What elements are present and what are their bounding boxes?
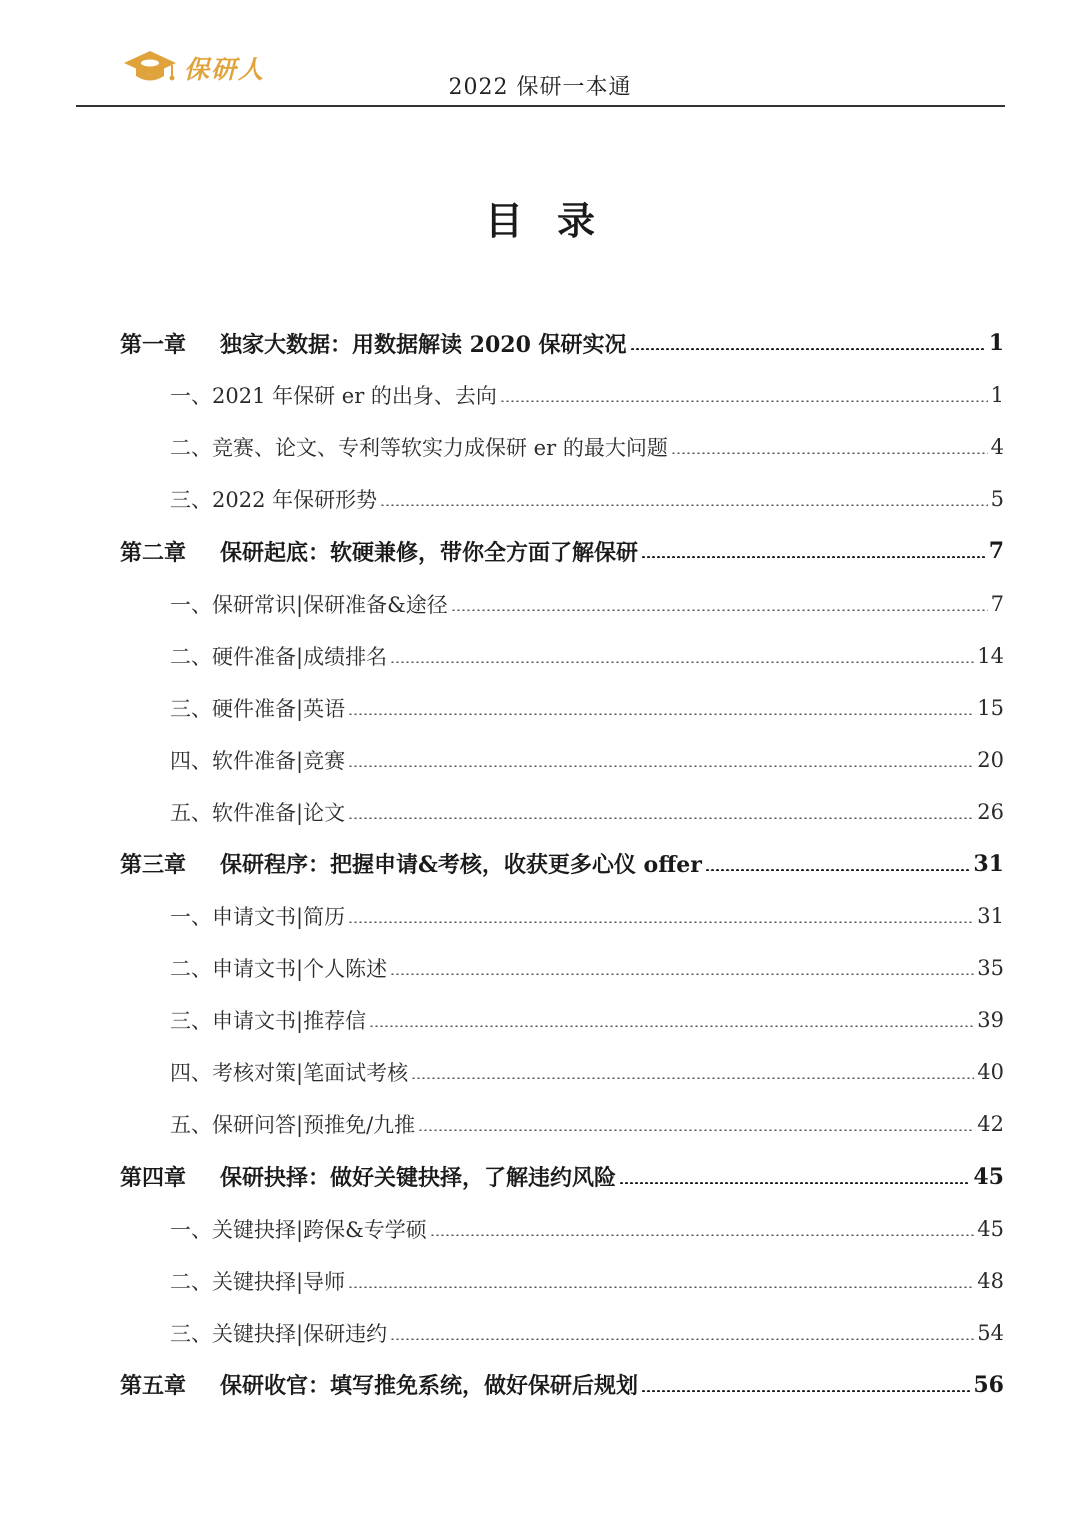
dot-leader: [348, 921, 974, 923]
toc-entry-text: 保研起底：软硬兼修，带你全方面了解保研: [220, 539, 639, 566]
toc-entry-text: 保研收官：填写推免系统，做好保研后规划: [220, 1373, 639, 1400]
toc-entry-label: [170, 380, 497, 410]
toc-entry-text: 一、申请文书|简历: [170, 905, 346, 930]
toc-entry-label: [170, 1005, 366, 1035]
dot-leader: [430, 1234, 974, 1236]
dot-leader: [705, 869, 971, 871]
dot-leader: [348, 713, 974, 715]
page-number: 45: [977, 1216, 1004, 1241]
toc-section-entry[interactable]: [120, 473, 1004, 525]
toc-section-entry[interactable]: [120, 369, 1004, 421]
chapter-number: 第二章: [120, 539, 187, 566]
toc-heading: 目录: [484, 198, 629, 243]
page-number: 26: [977, 799, 1004, 824]
page-number: 40: [977, 1060, 1004, 1085]
dot-leader: [411, 1077, 974, 1079]
page-number: 56: [973, 1371, 1004, 1398]
toc-section-entry[interactable]: [120, 421, 1004, 473]
toc-entry-label: [170, 1214, 427, 1244]
toc-entry-label: [170, 641, 387, 671]
document-title: 2022 保研一本通: [448, 75, 632, 100]
page-number: 7: [990, 591, 1004, 616]
table-of-contents: [120, 317, 1004, 1411]
toc-entry-text: 二、硬件准备|成绩排名: [170, 644, 388, 669]
toc-chapter-entry[interactable]: [120, 1151, 1004, 1203]
toc-entry-label: [120, 328, 627, 359]
page-number: 35: [977, 956, 1004, 981]
toc-entry-text: 四、考核对策|笔面试考核: [170, 1061, 409, 1086]
dot-leader: [348, 1286, 974, 1288]
toc-entry-text: 三、申请文书|推荐信: [170, 1009, 367, 1034]
toc-entry-label: [170, 953, 387, 983]
toc-entry-text: 三、硬件准备|英语: [170, 696, 346, 721]
toc-section-entry[interactable]: [120, 1046, 1004, 1098]
toc-entry-text: 二、竞赛、论文、专利等软实力成保研 er 的最大问题: [170, 436, 668, 461]
dot-leader: [390, 661, 974, 663]
dot-leader: [451, 609, 988, 611]
toc-entry-text: 保研程序：把握申请&考核，收获更多心仪 offer: [220, 852, 702, 879]
dot-leader: [500, 400, 988, 402]
dot-leader: [348, 765, 974, 767]
toc-section-entry[interactable]: [120, 1255, 1004, 1307]
toc-chapter-entry[interactable]: [120, 838, 1004, 890]
toc-entry-text: 一、2021 年保研 er 的出身、去向: [170, 384, 497, 409]
page-number: 14: [977, 643, 1004, 668]
toc-entry-label: [170, 589, 448, 619]
chapter-number: 第四章: [120, 1165, 187, 1192]
toc-entry-label: [170, 693, 345, 723]
dot-leader: [619, 1182, 970, 1184]
dot-leader: [671, 452, 988, 454]
toc-entry-label: [170, 901, 345, 931]
toc-section-entry[interactable]: [120, 890, 1004, 942]
page-number: 39: [977, 1008, 1004, 1033]
page-number: 5: [990, 487, 1004, 512]
toc-entry-text: 四、软件准备|竞赛: [170, 748, 346, 773]
dot-leader: [380, 504, 988, 506]
toc-section-entry[interactable]: [120, 942, 1004, 994]
toc-entry-text: 保研抉择：做好关键抉择，了解违约风险: [220, 1165, 617, 1192]
toc-section-entry[interactable]: [120, 1307, 1004, 1359]
logo-text: 保研人: [184, 55, 266, 84]
toc-entry-label: [170, 797, 345, 827]
toc-entry-label: [170, 1266, 345, 1296]
toc-entry-text: 一、保研常识|保研准备&途径: [170, 592, 448, 617]
toc-entry-label: [170, 1318, 387, 1348]
dot-leader: [390, 1338, 974, 1340]
dot-leader: [641, 556, 986, 558]
toc-section-entry[interactable]: [120, 630, 1004, 682]
toc-chapter-entry[interactable]: [120, 1359, 1004, 1411]
toc-section-entry[interactable]: [120, 786, 1004, 838]
toc-entry-label: [120, 1369, 638, 1400]
toc-entry-label: [120, 848, 702, 879]
dot-leader: [369, 1025, 974, 1027]
header-divider: [76, 105, 1005, 107]
toc-chapter-entry[interactable]: [120, 525, 1004, 577]
toc-entry-label: [170, 484, 377, 514]
toc-entry-text: 二、关键抉择|导师: [170, 1269, 346, 1294]
page-number: 42: [977, 1112, 1004, 1137]
toc-entry-text: 一、关键抉择|跨保&专学硕: [170, 1217, 427, 1242]
chapter-number: 第五章: [120, 1373, 187, 1400]
page-number: 1: [988, 330, 1004, 357]
page-number: 1: [990, 383, 1004, 408]
toc-section-entry[interactable]: [120, 682, 1004, 734]
page-number: 54: [977, 1320, 1004, 1345]
toc-entry-label: [120, 536, 638, 567]
toc-entry-label: [120, 1161, 616, 1192]
chapter-number: 第一章: [120, 331, 187, 358]
toc-entry-text: 五、软件准备|论文: [170, 800, 346, 825]
toc-entry-label: [170, 432, 668, 462]
page-number: 31: [977, 904, 1004, 929]
toc-entry-text: 三、2022 年保研形势: [170, 488, 378, 513]
toc-entry-text: 独家大数据：用数据解读 2020 保研实况: [220, 331, 627, 358]
toc-section-entry[interactable]: [120, 1098, 1004, 1150]
toc-entry-text: 二、申请文书|个人陈述: [170, 957, 388, 982]
page-number: 31: [973, 850, 1004, 877]
dot-leader: [641, 1390, 970, 1392]
toc-section-entry[interactable]: [120, 734, 1004, 786]
dot-leader: [630, 348, 986, 350]
page-number: 15: [977, 695, 1004, 720]
toc-entry-label: [170, 1057, 408, 1087]
page-number: 48: [977, 1268, 1004, 1293]
dot-leader: [390, 973, 974, 975]
page-number: 20: [977, 747, 1004, 772]
page-number: 4: [990, 435, 1004, 460]
page-header: [0, 0, 1080, 112]
toc-entry-text: 五、保研问答|预推免/九推: [170, 1113, 416, 1138]
page-number: 7: [988, 538, 1004, 565]
toc-section-entry[interactable]: [120, 994, 1004, 1046]
dot-leader: [348, 817, 974, 819]
toc-section-entry[interactable]: [120, 1203, 1004, 1255]
toc-entry-text: 三、关键抉择|保研违约: [170, 1321, 388, 1346]
page-number: 45: [973, 1163, 1004, 1190]
dot-leader: [418, 1129, 974, 1131]
toc-entry-label: [170, 745, 345, 775]
chapter-number: 第三章: [120, 852, 187, 879]
toc-entry-label: [170, 1109, 415, 1139]
toc-section-entry[interactable]: [120, 577, 1004, 629]
toc-chapter-entry[interactable]: [120, 317, 1004, 369]
